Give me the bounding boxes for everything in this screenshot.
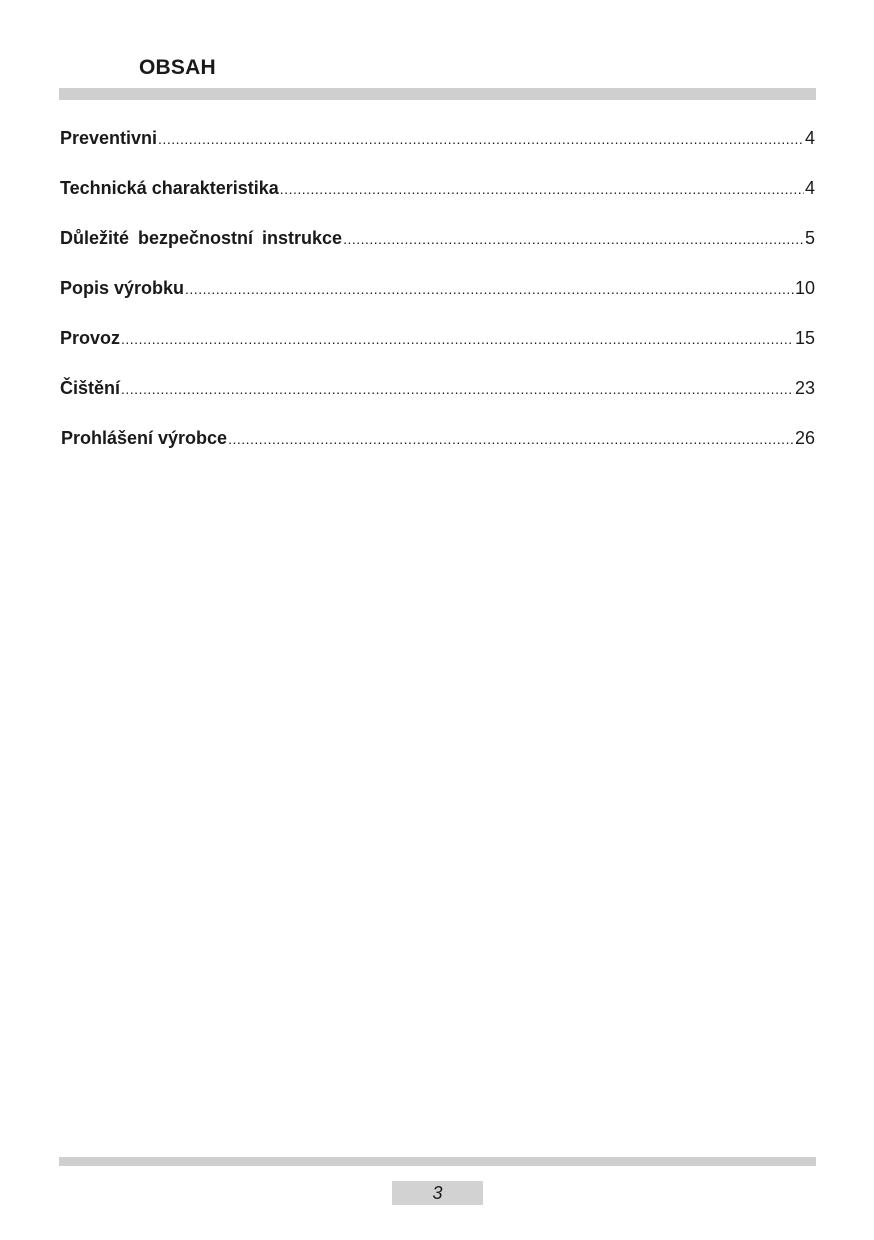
toc-entry-label: Provoz: [60, 328, 121, 348]
toc-leader-dots: [121, 377, 794, 401]
toc-leader-dots: [121, 327, 794, 351]
toc-entry-label: Popis výrobku: [60, 278, 185, 298]
toc-entry-page: 5: [804, 228, 815, 248]
toc-entry-label: Technická charakteristika: [60, 178, 279, 198]
toc-entry-page: 10: [794, 278, 815, 298]
footer-divider: [59, 1157, 816, 1166]
header-divider: [59, 88, 816, 100]
toc-leader-dots: [185, 277, 794, 301]
toc-entry-page: 4: [804, 178, 815, 198]
toc-entry-label: Důležité bezpečnostní instrukce: [60, 228, 343, 248]
toc-entry-label: Čištění: [60, 378, 121, 398]
page-title: OBSAH: [139, 56, 216, 79]
toc-leader-dots: [158, 127, 804, 151]
toc-entry-provoz[interactable]: [60, 326, 815, 376]
toc-entry-cisteni[interactable]: [60, 376, 815, 426]
toc-leader-dots: [280, 177, 804, 201]
toc-entry-dulezite-bezpecnostni-instrukce[interactable]: [60, 226, 815, 276]
page-number: 3: [432, 1182, 443, 1203]
toc-entry-prohlaseni-vyrobce[interactable]: [60, 426, 815, 476]
toc-entry-page: 23: [794, 378, 815, 398]
toc-entry-page: 15: [794, 328, 815, 348]
toc-leader-dots: [343, 227, 804, 251]
toc-entry-technicka-charakteristika[interactable]: [60, 176, 815, 226]
toc-leader-dots: [228, 427, 794, 451]
table-of-contents: [60, 126, 815, 476]
page-number-box: [392, 1181, 483, 1205]
toc-entry-page: 26: [794, 428, 815, 448]
toc-entry-preventivni[interactable]: [60, 126, 815, 176]
toc-entry-label: Preventivni: [60, 128, 158, 148]
toc-entry-label: Prohlášení výrobce: [61, 428, 228, 448]
toc-entry-popis-vyrobku[interactable]: [60, 276, 815, 326]
toc-entry-page: 4: [804, 128, 815, 148]
